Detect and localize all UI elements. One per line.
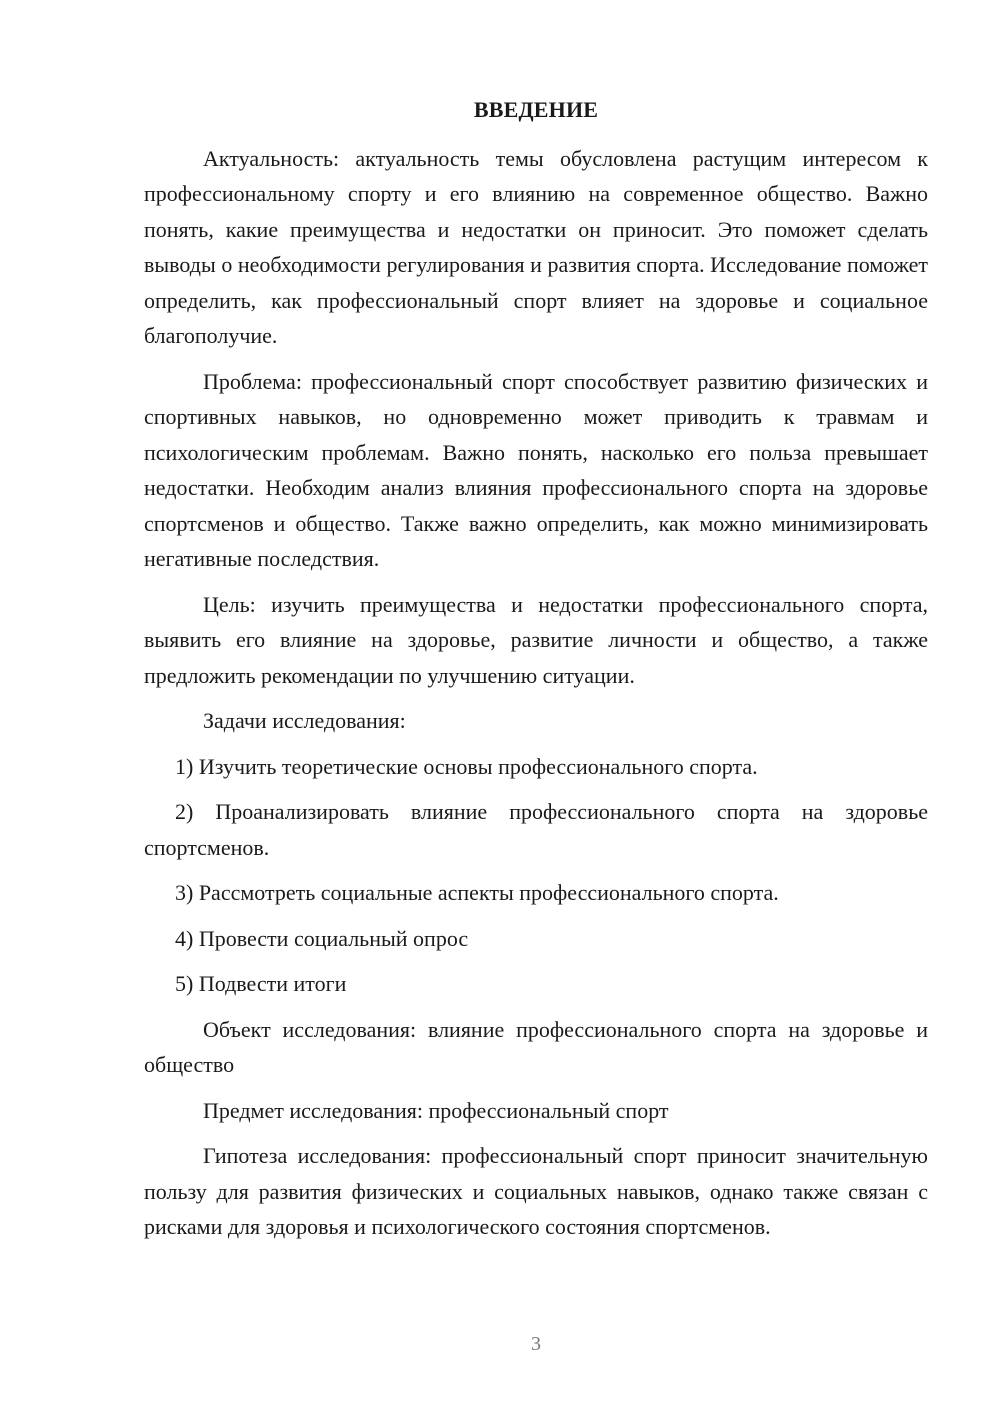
object-paragraph: Объект исследования: влияние профессионального спорта на здоровье и общество [144,1016,928,1077]
document-body [144,92,928,1255]
task-item-4: 4) Провести социальный опрос [175,925,469,951]
tasks-heading: Задачи исследования: [203,708,406,733]
page-number: 3 [531,1333,541,1355]
section-title: ВВЕДЕНИЕ [473,97,599,122]
task-item-1: 1) Изучить теоретические основы профессионального спорта. [175,753,758,779]
goal-paragraph: Цель: изучить преимущества и недостатки профессионального спорта, выявить его влияние на здоровье, развитие личности и общество, а также предложить рекомендации по улучшению ситуации. [144,591,928,688]
relevance-paragraph: Актуальность: актуальность темы обусловлена растущим интересом к профессиональному спорту и его влиянию на современное общество. Важно понять, какие преимущества и недостатки он приносит. Это поможет сделать выводы о необходимости регулирования и развития спорта. Исследование поможет определить, как профессиональный спорт влияет на здоровье и социальное благополучие. [144,145,928,348]
task-item-5: 5) Подвести итоги [175,971,347,996]
subject-paragraph: Предмет исследования: профессиональный спорт [203,1097,669,1123]
hypothesis-paragraph: Гипотеза исследования: профессиональный спорт приносит значительную пользу для развития физических и социальных навыков, однако также связан с рисками для здоровья и психологического состояния спортсменов. [144,1143,928,1239]
problem-paragraph: Проблема: профессиональный спорт способствует развитию физических и спортивных навыков, но одновременно может приводить к травмам и психологическим проблемам. Важно понять, насколько его польза превышает недостатки. Необходим анализ влияния профессионального спорта на здоровье спортсменов и общество. Также важно определить, как можно минимизировать негативные последствия. [144,368,928,571]
task-item-3: 3) Рассмотреть социальные аспекты профессионального спорта. [175,880,779,905]
task-item-2: 2) Проанализировать влияние профессионального спорта на здоровье спортсменов. [144,799,928,860]
